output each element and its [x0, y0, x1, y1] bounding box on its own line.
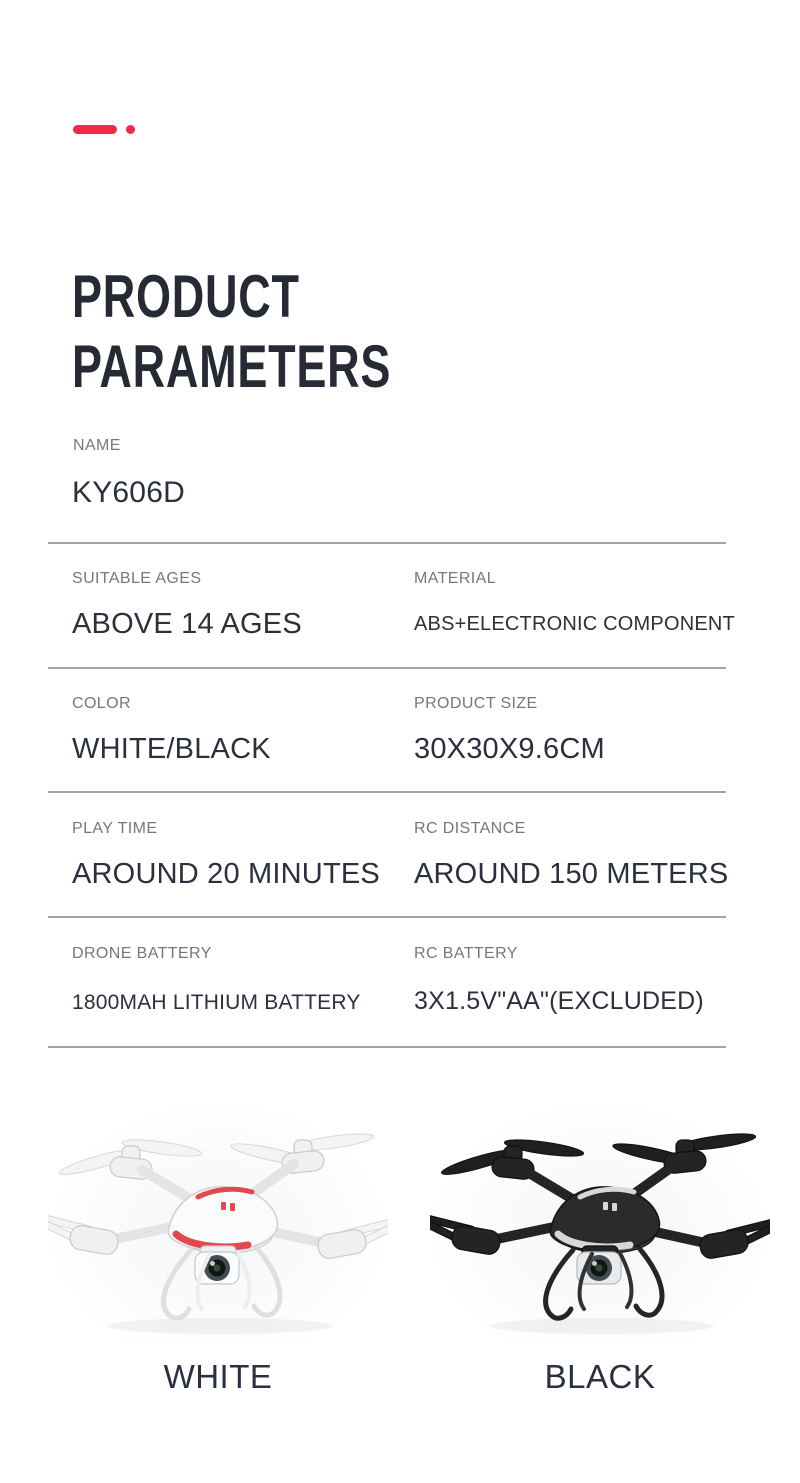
black-drone-image: [430, 1102, 770, 1340]
spec-label-color: COLOR: [72, 695, 131, 712]
spec-label-rc-battery: RC BATTERY: [414, 945, 518, 962]
spec-label-material: MATERIAL: [414, 570, 497, 587]
product-name-label: NAME: [73, 437, 121, 454]
spec-label-suitable-ages: SUITABLE AGES: [72, 570, 202, 587]
variant-white: [38, 1102, 398, 1396]
accent-dot-icon: [126, 125, 135, 134]
divider: [48, 916, 726, 918]
variant-label-black: BLACK: [544, 1358, 656, 1395]
variant-label-white: WHITE: [163, 1358, 273, 1395]
spec-value-material: ABS+ELECTRONIC COMPONENT: [414, 613, 735, 635]
accent-dash-icon: [73, 125, 117, 134]
spec-value-play-time: AROUND 20 MINUTES: [72, 858, 380, 890]
white-drone-image: [48, 1102, 388, 1340]
product-name-value: KY606D: [72, 476, 185, 509]
spec-value-rc-distance: AROUND 150 METERS: [414, 858, 729, 890]
spec-label-drone-battery: DRONE BATTERY: [72, 945, 212, 962]
divider: [48, 1046, 726, 1048]
spec-label-play-time: PLAY TIME: [72, 820, 158, 837]
spec-value-color: WHITE/BLACK: [72, 733, 271, 765]
variant-black: [420, 1102, 780, 1396]
divider: [48, 791, 726, 793]
spec-value-rc-battery: 3X1.5V"AA"(EXCLUDED): [414, 987, 704, 1015]
spec-value-suitable-ages: ABOVE 14 AGES: [72, 608, 302, 640]
divider: [48, 542, 726, 544]
page-title: [72, 262, 391, 402]
page-title-line2: PARAMETERS: [72, 333, 392, 400]
divider: [48, 667, 726, 669]
spec-value-product-size: 30X30X9.6CM: [414, 733, 605, 765]
spec-label-product-size: PRODUCT SIZE: [414, 695, 538, 712]
spec-value-drone-battery: 1800MAH LITHIUM BATTERY: [72, 991, 361, 1014]
quadcopter-drone-icon: [430, 1102, 770, 1340]
page-title-line1: PRODUCT: [72, 263, 300, 330]
quadcopter-drone-icon: [48, 1102, 388, 1340]
spec-label-rc-distance: RC DISTANCE: [414, 820, 526, 837]
